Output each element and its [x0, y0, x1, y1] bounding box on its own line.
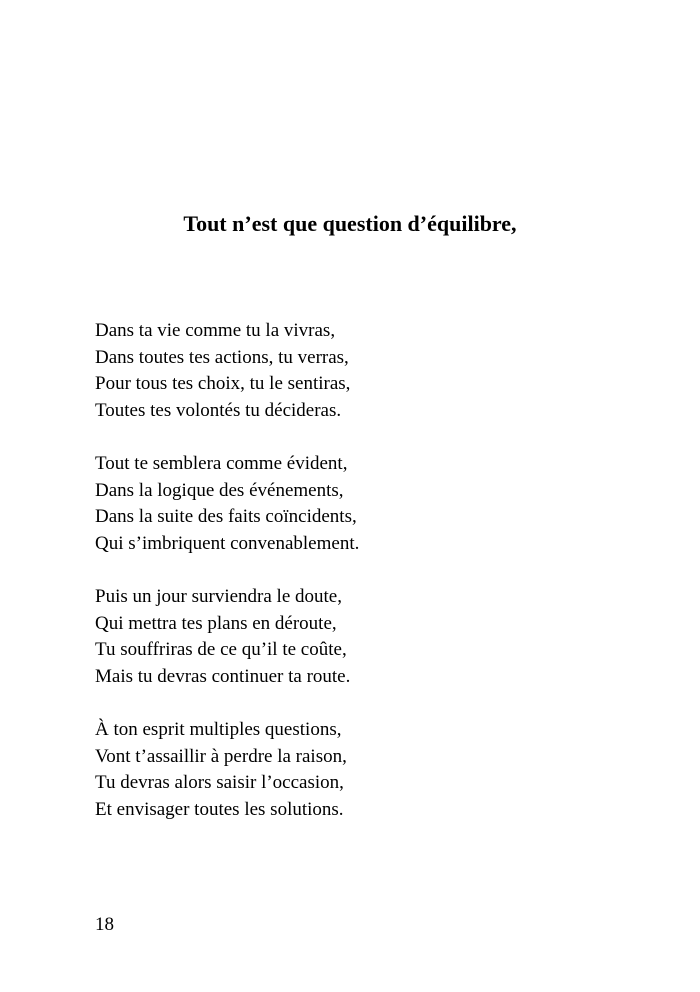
poem-line: Qui mettra tes plans en déroute, — [95, 612, 337, 634]
poem-title: Tout n’est que question d’équilibre, — [183, 211, 517, 236]
poem-line: Tu souffriras de ce qu’il te coûte, — [95, 639, 347, 660]
page-number: 18 — [95, 914, 114, 935]
poem-line: À ton esprit multiples questions, — [95, 719, 342, 740]
poem-line: Et envisager toutes les solutions. — [95, 798, 344, 820]
stanza — [95, 318, 655, 424]
poem-line: Vont t’assaillir à perdre la raison, — [95, 745, 347, 767]
poem-line: Dans la logique des événements, — [95, 479, 344, 501]
poem-line: Tout te semblera comme évident, — [95, 453, 348, 474]
poem-line: Dans ta vie comme tu la vivras, — [95, 320, 336, 341]
poem-line: Toutes tes volontés tu décideras. — [95, 399, 342, 421]
poem-line: Qui s’imbriquent convenablement. — [95, 532, 360, 554]
poem-line: Puis un jour surviendra le doute, — [95, 586, 342, 607]
stanza — [95, 451, 655, 557]
poem-body — [95, 318, 655, 850]
poem-line: Mais tu devras continuer ta route. — [95, 665, 351, 687]
poem-line: Tu devras alors saisir l’occasion, — [95, 772, 344, 793]
stanza — [95, 584, 655, 690]
poem-line: Dans la suite des faits coïncidents, — [95, 506, 357, 527]
poem-line: Pour tous tes choix, tu le sentiras, — [95, 373, 351, 394]
stanza — [95, 717, 655, 823]
poem-line: Dans toutes tes actions, tu verras, — [95, 346, 349, 368]
